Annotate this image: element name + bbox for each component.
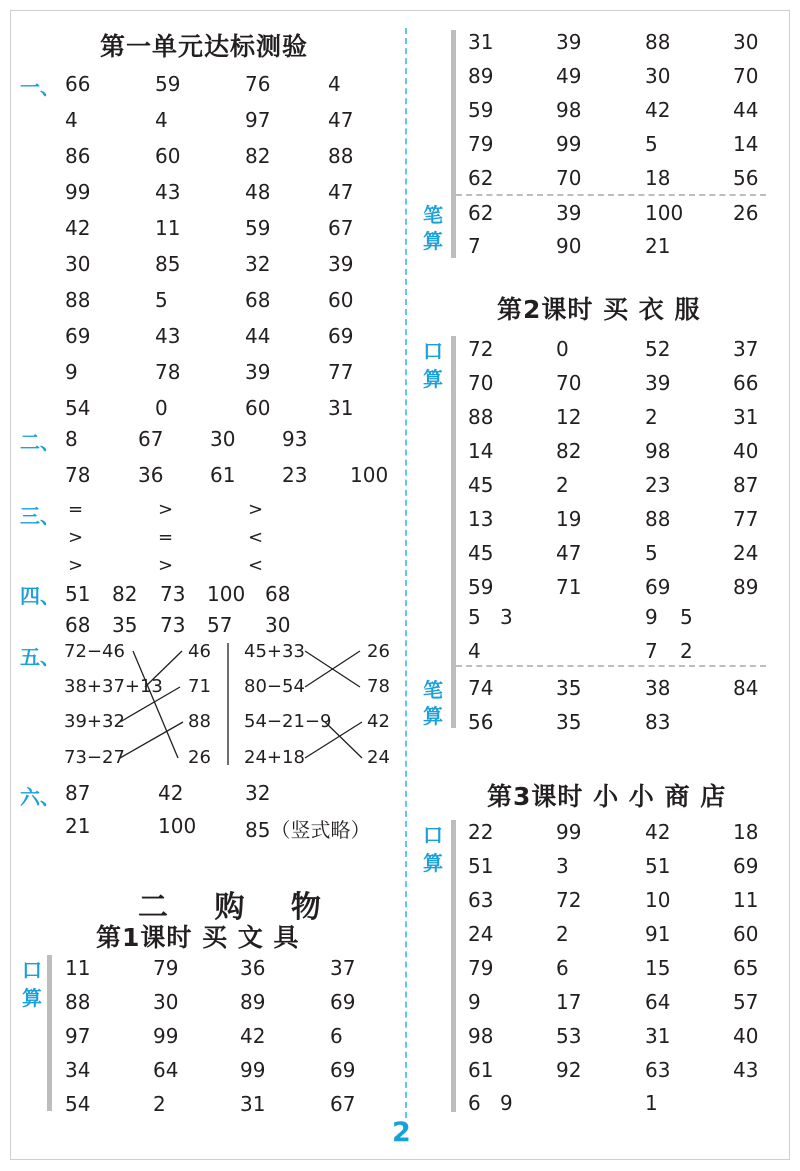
answer-cell: 40 xyxy=(733,1024,759,1048)
answer-cell: 86 xyxy=(65,144,91,168)
answer-cell: 15 xyxy=(645,956,671,980)
comparison-symbol: < xyxy=(248,555,264,576)
answer-cell: 7 xyxy=(468,234,481,258)
section-2-label: 二、 xyxy=(20,430,60,454)
answer-cell: 0 xyxy=(155,396,168,420)
answer-cell: 47 xyxy=(328,180,354,204)
answer-cell: 0 xyxy=(556,337,569,361)
answer-cell: 30 xyxy=(265,613,291,637)
answer-cell: 12 xyxy=(556,405,582,429)
answer-cell: 99 xyxy=(65,180,91,204)
lesson-3-tag-kou: 口 xyxy=(423,823,443,847)
comparison-symbol: > xyxy=(68,527,84,548)
answer-cell: 44 xyxy=(733,98,759,122)
answer-cell: 47 xyxy=(328,108,354,132)
answer-cell: 67 xyxy=(138,427,164,451)
answer-cell: 2 xyxy=(645,405,658,429)
answer-cell: 99 xyxy=(153,1024,179,1048)
answer-cell: 9 xyxy=(65,360,78,384)
lesson-2-tag-bisuan: 算 xyxy=(423,704,443,728)
answer-cell: 60 xyxy=(155,144,181,168)
match-answer: 26 xyxy=(367,641,390,662)
answer-cell: 62 xyxy=(468,166,494,190)
answer-cell: 6 xyxy=(556,956,569,980)
answer-cell: 39 xyxy=(556,201,582,225)
answer-cell: 2 xyxy=(556,922,569,946)
answer-cell: 17 xyxy=(556,990,582,1014)
match-line xyxy=(120,722,183,758)
match-expression: 80−54 xyxy=(244,676,305,697)
match-line xyxy=(133,651,178,758)
answer-cell: 9 xyxy=(500,1091,513,1115)
answer-cell: 11 xyxy=(733,888,759,912)
answer-cell: 54 xyxy=(65,396,91,420)
answer-cell: 68 xyxy=(245,288,271,312)
answer-cell: 97 xyxy=(245,108,271,132)
answer-cell: 24 xyxy=(468,922,494,946)
answer-cell: 78 xyxy=(65,463,91,487)
answer-cell: 88 xyxy=(65,990,91,1014)
answer-cell: 42 xyxy=(158,781,184,805)
answer-cell: 3 xyxy=(556,854,569,878)
answer-cell: 59 xyxy=(468,575,494,599)
comparison-symbol: > xyxy=(158,555,174,576)
answer-cell: 42 xyxy=(645,98,671,122)
answer-cell: 24 xyxy=(733,541,759,565)
answer-cell: 39 xyxy=(245,360,271,384)
lesson-3-title: 第3课时 小 小 商 店 xyxy=(487,782,727,811)
answer-cell: 19 xyxy=(556,507,582,531)
lesson-3-bar xyxy=(451,820,456,1112)
answer-cell: 26 xyxy=(733,201,759,225)
answer-cell: 59 xyxy=(468,98,494,122)
answer-cell: 98 xyxy=(645,439,671,463)
answer-cell: 44 xyxy=(245,324,271,348)
comparison-symbol: > xyxy=(68,555,84,576)
answer-cell: 30 xyxy=(210,427,236,451)
answer-cell: 100 xyxy=(158,814,197,838)
answer-cell: 37 xyxy=(733,337,759,361)
match-answer: 88 xyxy=(188,711,211,732)
answer-cell: 7 xyxy=(645,639,658,663)
answer-cell: 76 xyxy=(245,72,271,96)
answer-cell: 71 xyxy=(556,575,582,599)
answer-cell: 32 xyxy=(245,252,271,276)
answer-cell: 2 xyxy=(556,473,569,497)
kousuan-bisuan-separator xyxy=(456,194,766,196)
match-expression: 24+18 xyxy=(244,747,305,768)
answer-cell: 39 xyxy=(645,371,671,395)
answer-cell: 70 xyxy=(556,166,582,190)
answer-cell: 34 xyxy=(65,1058,91,1082)
answer-cell: 68 xyxy=(65,613,91,637)
unit-title: 第一单元达标测验 xyxy=(100,32,309,61)
answer-cell: 9 xyxy=(468,990,481,1014)
answer-cell: 59 xyxy=(155,72,181,96)
answer-cell: 65 xyxy=(733,956,759,980)
answer-cell: 52 xyxy=(645,337,671,361)
answer-cell: 72 xyxy=(468,337,494,361)
answer-cell: 36 xyxy=(240,956,266,980)
match-answer: 71 xyxy=(188,676,211,697)
section-3-label: 三、 xyxy=(20,504,60,528)
answer-cell: 35 xyxy=(556,676,582,700)
lesson-2-tag-kou: 口 xyxy=(423,339,443,363)
answer-cell: 43 xyxy=(155,180,181,204)
answer-cell: 42 xyxy=(240,1024,266,1048)
answer-cell: 98 xyxy=(468,1024,494,1048)
answer-cell: 66 xyxy=(733,371,759,395)
answer-cell: 3 xyxy=(500,605,513,629)
match-expression: 39+32 xyxy=(64,711,125,732)
answer-cell: 93 xyxy=(282,427,308,451)
answer-cell: 70 xyxy=(556,371,582,395)
answer-cell: 40 xyxy=(733,439,759,463)
answer-cell: 31 xyxy=(468,30,494,54)
answer-cell: 47 xyxy=(556,541,582,565)
answer-cell: 100 xyxy=(645,201,684,225)
section-4-label: 四、 xyxy=(20,584,60,608)
answer-cell: 89 xyxy=(468,64,494,88)
continued-tag-bi: 笔 xyxy=(423,203,443,227)
match-line xyxy=(145,651,182,687)
answer-cell: 22 xyxy=(468,820,494,844)
answer-cell: 31 xyxy=(328,396,354,420)
lesson-1-bar xyxy=(47,955,52,1111)
answer-cell: 60 xyxy=(245,396,271,420)
match-answer: 46 xyxy=(188,641,211,662)
answer-cell: 67 xyxy=(328,216,354,240)
match-expression: 45+33 xyxy=(244,641,305,662)
answer-cell: 4 xyxy=(468,639,481,663)
answer-cell: 38 xyxy=(645,676,671,700)
answer-cell: 39 xyxy=(556,30,582,54)
answer-cell: 100 xyxy=(350,463,389,487)
answer-cell: 23 xyxy=(645,473,671,497)
answer-cell: 61 xyxy=(468,1058,494,1082)
page-number: 2 xyxy=(392,1117,411,1148)
match-answer: 78 xyxy=(367,676,390,697)
answer-cell: 10 xyxy=(645,888,671,912)
answer-cell: 79 xyxy=(468,956,494,980)
answer-cell: 83 xyxy=(645,710,671,734)
answer-cell: 99 xyxy=(556,132,582,156)
answer-cell: 36 xyxy=(138,463,164,487)
lesson-3-tag-suan: 算 xyxy=(423,851,443,875)
answer-cell: 89 xyxy=(733,575,759,599)
answer-cell: 43 xyxy=(733,1058,759,1082)
section-1-label: 一、 xyxy=(20,75,60,99)
comparison-symbol: > xyxy=(158,499,174,520)
answer-cell: 32 xyxy=(245,781,271,805)
answer-cell: 68 xyxy=(265,582,291,606)
answer-cell: 30 xyxy=(153,990,179,1014)
answer-cell: 6 xyxy=(330,1024,343,1048)
answer-cell: 87 xyxy=(65,781,91,805)
answer-cell: 4 xyxy=(65,108,78,132)
answer-cell: 85 xyxy=(155,252,181,276)
lesson-2-title: 第2课时 买 衣 服 xyxy=(497,295,701,324)
answer-cell: 4 xyxy=(328,72,341,96)
comparison-symbol: < xyxy=(248,527,264,548)
answer-cell: 77 xyxy=(733,507,759,531)
answer-cell: 82 xyxy=(245,144,271,168)
answer-cell: 69 xyxy=(733,854,759,878)
answer-cell: 60 xyxy=(328,288,354,312)
unit-2-title: 二 购 物 xyxy=(138,890,339,925)
match-answer: 26 xyxy=(188,747,211,768)
answer-cell: 60 xyxy=(733,922,759,946)
answer-cell: 30 xyxy=(733,30,759,54)
answer-cell: 92 xyxy=(556,1058,582,1082)
answer-cell: 45 xyxy=(468,541,494,565)
answer-cell: 84 xyxy=(733,676,759,700)
answer-cell: 70 xyxy=(468,371,494,395)
answer-cell: 82 xyxy=(556,439,582,463)
match-answer: 42 xyxy=(367,711,390,732)
answer-cell: 91 xyxy=(645,922,671,946)
answer-cell: 5 xyxy=(468,605,481,629)
answer-cell: 73 xyxy=(160,582,186,606)
lesson-2-bar xyxy=(451,336,456,728)
answer-cell: 51 xyxy=(645,854,671,878)
answer-cell: 98 xyxy=(556,98,582,122)
answer-cell: 39 xyxy=(328,252,354,276)
answer-cell: 100 xyxy=(207,582,246,606)
answer-cell: 90 xyxy=(556,234,582,258)
answer-cell: 21 xyxy=(65,814,91,838)
answer-cell: 56 xyxy=(733,166,759,190)
answer-cell: 2 xyxy=(680,639,693,663)
answer-cell: 54 xyxy=(65,1092,91,1116)
answer-cell: 11 xyxy=(155,216,181,240)
answer-cell: 9 xyxy=(645,605,658,629)
answer-cell: 56 xyxy=(468,710,494,734)
answer-cell: 49 xyxy=(556,64,582,88)
answer-cell: 64 xyxy=(645,990,671,1014)
answer-cell: 69 xyxy=(645,575,671,599)
answer-cell: 88 xyxy=(328,144,354,168)
answer-cell: 78 xyxy=(155,360,181,384)
answer-cell: 6 xyxy=(468,1091,481,1115)
lesson-2-separator xyxy=(456,665,766,667)
lesson-2-tag-suan: 算 xyxy=(423,367,443,391)
section-6-label: 六、 xyxy=(20,785,60,809)
continued-bar xyxy=(451,30,456,258)
answer-cell: 14 xyxy=(468,439,494,463)
match-line xyxy=(325,722,362,758)
answer-cell: 11 xyxy=(65,956,91,980)
answer-cell: 31 xyxy=(733,405,759,429)
answer-cell: 21 xyxy=(645,234,671,258)
answer-cell: 69 xyxy=(328,324,354,348)
answer-cell: 43 xyxy=(155,324,181,348)
answer-cell: 99 xyxy=(556,820,582,844)
comparison-symbol: = xyxy=(158,527,174,548)
answer-cell: 2 xyxy=(153,1092,166,1116)
answer-cell: 48 xyxy=(245,180,271,204)
answer-cell: 82 xyxy=(112,582,138,606)
answer-cell: 18 xyxy=(645,166,671,190)
answer-cell: 1 xyxy=(645,1091,658,1115)
answer-cell: 5 xyxy=(645,541,658,565)
answer-cell: 51 xyxy=(65,582,91,606)
answer-cell: 35 xyxy=(556,710,582,734)
answer-cell: 69 xyxy=(330,990,356,1014)
answer-cell: 59 xyxy=(245,216,271,240)
answer-cell: 14 xyxy=(733,132,759,156)
comparison-symbol: = xyxy=(68,499,84,520)
answer-cell: 23 xyxy=(282,463,308,487)
answer-cell: 30 xyxy=(65,252,91,276)
answer-cell: 88 xyxy=(468,405,494,429)
answer-cell: 88 xyxy=(645,30,671,54)
answer-cell: 63 xyxy=(645,1058,671,1082)
answer-cell: 57 xyxy=(733,990,759,1014)
answer-cell: 51 xyxy=(468,854,494,878)
answer-cell: 18 xyxy=(733,820,759,844)
answer-cell: 37 xyxy=(330,956,356,980)
answer-cell: 8 xyxy=(65,427,78,451)
answer-cell: 64 xyxy=(153,1058,179,1082)
match-expression: 54−21−9 xyxy=(244,711,332,732)
answer-cell: 53 xyxy=(556,1024,582,1048)
answer-cell: 66 xyxy=(65,72,91,96)
answer-cell: 62 xyxy=(468,201,494,225)
lesson-2-tag-bi: 笔 xyxy=(423,678,443,702)
answer-cell: 61 xyxy=(210,463,236,487)
match-answer: 24 xyxy=(367,747,390,768)
answer-cell: 74 xyxy=(468,676,494,700)
continued-tag-suan: 算 xyxy=(423,229,443,253)
answer-cell: 85（竖式略） xyxy=(245,818,371,842)
answer-cell: 13 xyxy=(468,507,494,531)
section-5-label: 五、 xyxy=(20,645,60,669)
lesson-1-tag-suan: 算 xyxy=(22,986,42,1010)
answer-cell: 99 xyxy=(240,1058,266,1082)
answer-cell: 88 xyxy=(645,507,671,531)
answer-cell: 87 xyxy=(733,473,759,497)
answer-cell: 69 xyxy=(330,1058,356,1082)
match-line xyxy=(305,722,362,758)
answer-cell: 79 xyxy=(153,956,179,980)
answer-cell: 30 xyxy=(645,64,671,88)
answer-cell: 88 xyxy=(65,288,91,312)
answer-cell: 89 xyxy=(240,990,266,1014)
answer-cell: 57 xyxy=(207,613,233,637)
answer-cell: 77 xyxy=(328,360,354,384)
answer-cell: 4 xyxy=(155,108,168,132)
answer-cell: 31 xyxy=(645,1024,671,1048)
answer-cell: 45 xyxy=(468,473,494,497)
answer-cell: 42 xyxy=(645,820,671,844)
answer-cell: 5 xyxy=(155,288,168,312)
answer-cell: 69 xyxy=(65,324,91,348)
answer-cell: 42 xyxy=(65,216,91,240)
match-expression: 38+37+13 xyxy=(64,676,163,697)
answer-cell: 79 xyxy=(468,132,494,156)
match-expression: 72−46 xyxy=(64,641,125,662)
lesson-1-tag-kou: 口 xyxy=(22,958,42,982)
answer-cell: 5 xyxy=(680,605,693,629)
lesson-1-title: 第1课时 买 文 具 xyxy=(96,923,300,952)
answer-cell: 73 xyxy=(160,613,186,637)
answer-cell: 67 xyxy=(330,1092,356,1116)
answer-cell: 70 xyxy=(733,64,759,88)
match-expression: 73−27 xyxy=(64,747,125,768)
answer-cell: 72 xyxy=(556,888,582,912)
answer-cell: 31 xyxy=(240,1092,266,1116)
answer-cell: 5 xyxy=(645,132,658,156)
comparison-symbol: > xyxy=(248,499,264,520)
answer-cell: 35 xyxy=(112,613,138,637)
answer-cell: 63 xyxy=(468,888,494,912)
answer-cell: 97 xyxy=(65,1024,91,1048)
